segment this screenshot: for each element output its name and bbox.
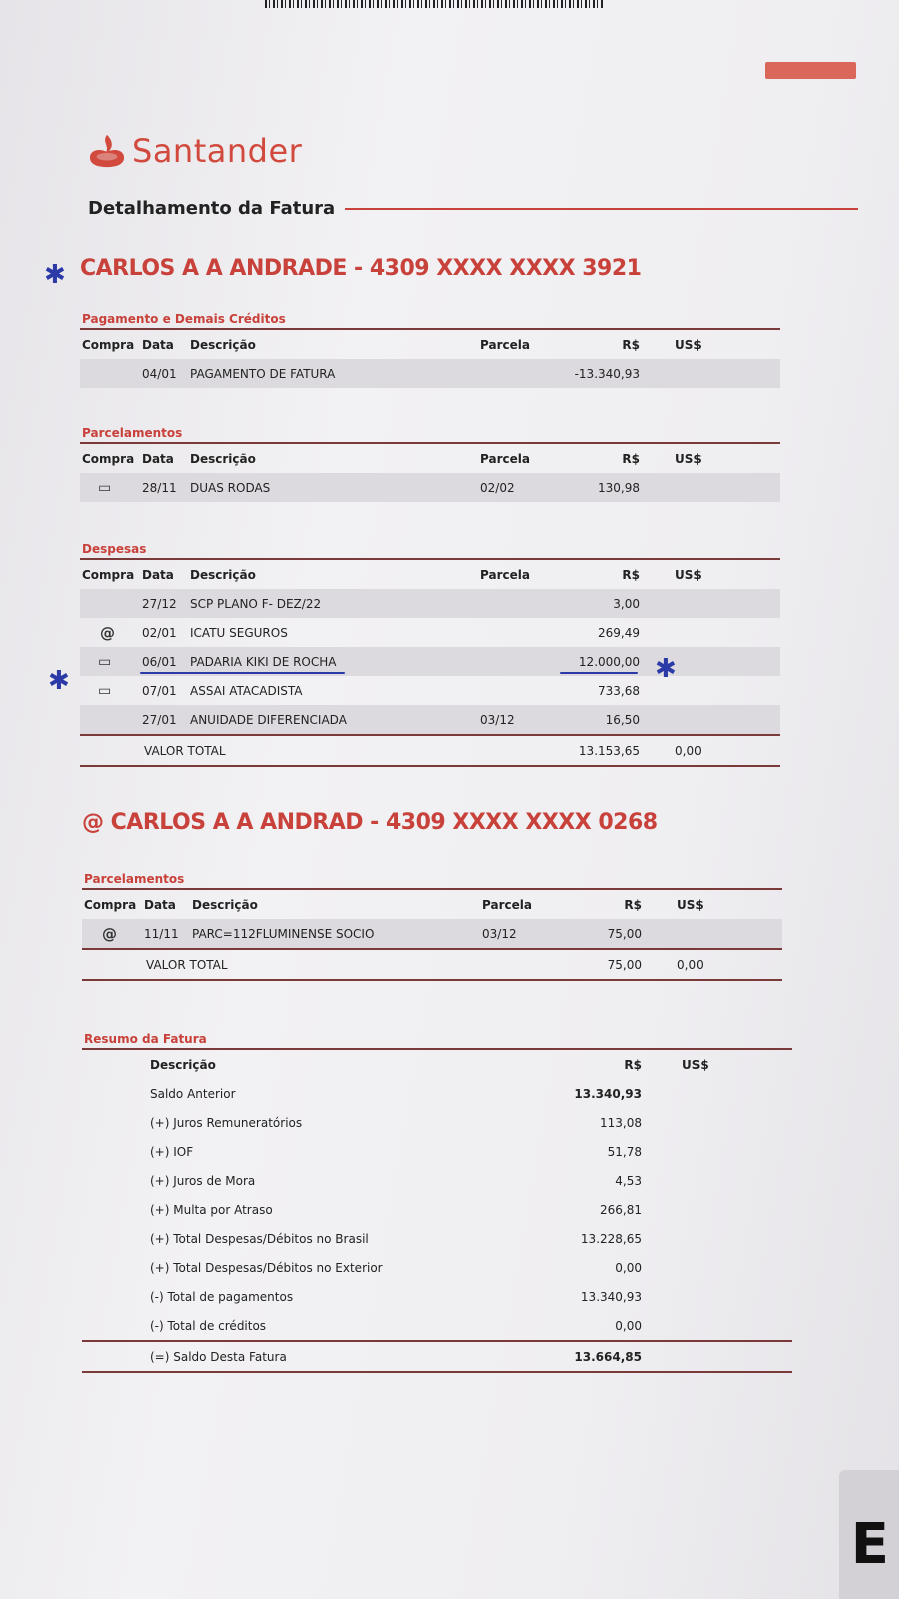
card-holder-1: CARLOS A A ANDRADE - 4309 XXXX XXXX 3921 bbox=[80, 256, 642, 281]
total-row bbox=[82, 948, 782, 981]
col-us: US$ bbox=[682, 1058, 709, 1072]
col-descricao: Descrição bbox=[192, 898, 258, 912]
total-label: VALOR TOTAL bbox=[144, 744, 226, 758]
summary-row bbox=[82, 1311, 792, 1340]
section-title: Resumo da Fatura bbox=[82, 1032, 792, 1050]
summary-total-label: (=) Saldo Desta Fatura bbox=[150, 1350, 287, 1364]
row-rs: 12.000,00 bbox=[578, 655, 640, 669]
section-title: Pagamento e Demais Créditos bbox=[80, 312, 780, 330]
row-descricao: PARC=112FLUMINENSE SOCIO bbox=[192, 927, 375, 941]
row-rs: 3,00 bbox=[613, 597, 640, 611]
total-rs: 13.153,65 bbox=[578, 744, 640, 758]
row-data: 11/11 bbox=[144, 927, 179, 941]
col-descricao: Descrição bbox=[150, 1058, 216, 1072]
total-label: VALOR TOTAL bbox=[146, 958, 228, 972]
section-title: Parcelamentos bbox=[82, 872, 782, 890]
pen-underline bbox=[140, 672, 345, 674]
table-header bbox=[80, 330, 780, 359]
col-data: Data bbox=[142, 338, 174, 352]
pen-asterisk-mark: ✱ bbox=[48, 666, 70, 696]
at-icon: @ bbox=[100, 624, 115, 642]
document-title: Detalhamento da Fatura bbox=[88, 198, 336, 219]
pen-asterisk-mark: ✱ bbox=[655, 654, 677, 684]
col-data: Data bbox=[142, 568, 174, 582]
col-rs: R$ bbox=[622, 452, 640, 466]
summary-label: (+) Total Despesas/Débitos no Brasil bbox=[150, 1232, 369, 1246]
col-us: US$ bbox=[677, 898, 704, 912]
summary-label: (+) IOF bbox=[150, 1145, 194, 1159]
row-rs: 130,98 bbox=[598, 481, 640, 495]
section-parcelamentos-2 bbox=[82, 872, 782, 981]
table-row bbox=[80, 473, 780, 502]
col-data: Data bbox=[142, 452, 174, 466]
title-divider bbox=[345, 208, 858, 210]
row-descricao: SCP PLANO F- DEZ/22 bbox=[190, 597, 322, 611]
row-rs: -13.340,93 bbox=[574, 367, 640, 381]
summary-value: 4,53 bbox=[615, 1174, 642, 1188]
summary-row bbox=[82, 1224, 792, 1253]
page-marker: E bbox=[850, 1512, 889, 1577]
summary-row bbox=[82, 1137, 792, 1166]
col-rs: R$ bbox=[624, 1058, 642, 1072]
summary-label: (+) Total Despesas/Débitos no Exterior bbox=[150, 1261, 383, 1275]
col-descricao: Descrição bbox=[190, 338, 256, 352]
summary-value: 13.340,93 bbox=[580, 1290, 642, 1304]
table-row bbox=[80, 705, 780, 734]
summary-value: 51,78 bbox=[607, 1145, 642, 1159]
table-row bbox=[80, 589, 780, 618]
pen-asterisk-mark: ✱ bbox=[44, 260, 66, 290]
total-us: 0,00 bbox=[677, 958, 704, 972]
row-parcela: 03/12 bbox=[480, 713, 515, 727]
col-rs: R$ bbox=[624, 898, 642, 912]
row-data: 02/01 bbox=[142, 626, 177, 640]
row-descricao: PADARIA KIKI DE ROCHA bbox=[190, 655, 337, 669]
flame-icon bbox=[88, 133, 126, 169]
section-resumo bbox=[82, 1032, 792, 1373]
summary-label: (-) Total de créditos bbox=[150, 1319, 267, 1333]
row-data: 28/11 bbox=[142, 481, 177, 495]
summary-label: (-) Total de pagamentos bbox=[150, 1290, 294, 1304]
col-us: US$ bbox=[675, 568, 702, 582]
summary-total-value: 13.664,85 bbox=[574, 1350, 642, 1364]
card-icon: ▭ bbox=[98, 654, 112, 670]
col-us: US$ bbox=[675, 452, 702, 466]
col-parcela: Parcela bbox=[482, 898, 532, 912]
at-icon: @ bbox=[102, 925, 117, 943]
table-row bbox=[82, 919, 782, 948]
section-pagamentos bbox=[80, 312, 780, 388]
summary-value: 0,00 bbox=[615, 1261, 642, 1275]
summary-row bbox=[82, 1079, 792, 1108]
summary-row bbox=[82, 1195, 792, 1224]
table-row bbox=[80, 359, 780, 388]
col-descricao: Descrição bbox=[190, 452, 256, 466]
summary-row bbox=[82, 1166, 792, 1195]
red-tab-marker bbox=[765, 62, 856, 79]
document-title-row bbox=[88, 198, 858, 219]
summary-label: Saldo Anterior bbox=[150, 1087, 236, 1101]
col-rs: R$ bbox=[622, 568, 640, 582]
total-row bbox=[80, 734, 780, 767]
summary-row bbox=[82, 1253, 792, 1282]
summary-row bbox=[82, 1108, 792, 1137]
col-rs: R$ bbox=[622, 338, 640, 352]
card-icon: ▭ bbox=[98, 683, 112, 699]
summary-label: (+) Juros de Mora bbox=[150, 1174, 256, 1188]
total-us: 0,00 bbox=[675, 744, 702, 758]
table-header bbox=[80, 444, 780, 473]
summary-value: 0,00 bbox=[615, 1319, 642, 1333]
santander-logo bbox=[88, 132, 302, 170]
section-parcelamentos bbox=[80, 426, 780, 502]
row-rs: 16,50 bbox=[605, 713, 640, 727]
col-parcela: Parcela bbox=[480, 452, 530, 466]
row-data: 27/01 bbox=[142, 713, 177, 727]
col-compra: Compra bbox=[82, 568, 135, 582]
row-descricao: ICATU SEGUROS bbox=[190, 626, 288, 640]
col-compra: Compra bbox=[82, 452, 135, 466]
table-header bbox=[82, 1050, 792, 1079]
row-rs: 75,00 bbox=[607, 927, 642, 941]
row-parcela: 02/02 bbox=[480, 481, 515, 495]
total-rs: 75,00 bbox=[607, 958, 642, 972]
col-parcela: Parcela bbox=[480, 338, 530, 352]
row-rs: 269,49 bbox=[598, 626, 640, 640]
row-data: 04/01 bbox=[142, 367, 177, 381]
row-descricao: PAGAMENTO DE FATURA bbox=[190, 367, 336, 381]
col-compra: Compra bbox=[84, 898, 137, 912]
summary-total-row bbox=[82, 1340, 792, 1373]
barcode bbox=[265, 0, 605, 8]
row-parcela: 03/12 bbox=[482, 927, 517, 941]
summary-value: 13.340,93 bbox=[574, 1087, 642, 1101]
table-header bbox=[80, 560, 780, 589]
section-title: Parcelamentos bbox=[80, 426, 780, 444]
summary-value: 13.228,65 bbox=[580, 1232, 642, 1246]
row-descricao: DUAS RODAS bbox=[190, 481, 271, 495]
summary-value: 266,81 bbox=[600, 1203, 642, 1217]
row-descricao: ANUIDADE DIFERENCIADA bbox=[190, 713, 347, 727]
row-data: 06/01 bbox=[142, 655, 177, 669]
card-icon: ▭ bbox=[98, 480, 112, 496]
table-header bbox=[82, 890, 782, 919]
col-descricao: Descrição bbox=[190, 568, 256, 582]
summary-label: (+) Multa por Atraso bbox=[150, 1203, 273, 1217]
table-row bbox=[80, 618, 780, 647]
section-title: Despesas bbox=[80, 542, 780, 560]
summary-row bbox=[82, 1282, 792, 1311]
col-compra: Compra bbox=[82, 338, 135, 352]
summary-label: (+) Juros Remuneratórios bbox=[150, 1116, 303, 1130]
col-data: Data bbox=[144, 898, 176, 912]
col-us: US$ bbox=[675, 338, 702, 352]
pen-underline bbox=[560, 672, 638, 674]
summary-value: 113,08 bbox=[600, 1116, 642, 1130]
row-descricao: ASSAI ATACADISTA bbox=[190, 684, 303, 698]
row-data: 07/01 bbox=[142, 684, 177, 698]
row-data: 27/12 bbox=[142, 597, 177, 611]
brand-name: Santander bbox=[132, 132, 303, 170]
col-parcela: Parcela bbox=[480, 568, 530, 582]
row-rs: 733,68 bbox=[598, 684, 640, 698]
card-holder-2: @ CARLOS A A ANDRAD - 4309 XXXX XXXX 0268 bbox=[82, 810, 658, 835]
